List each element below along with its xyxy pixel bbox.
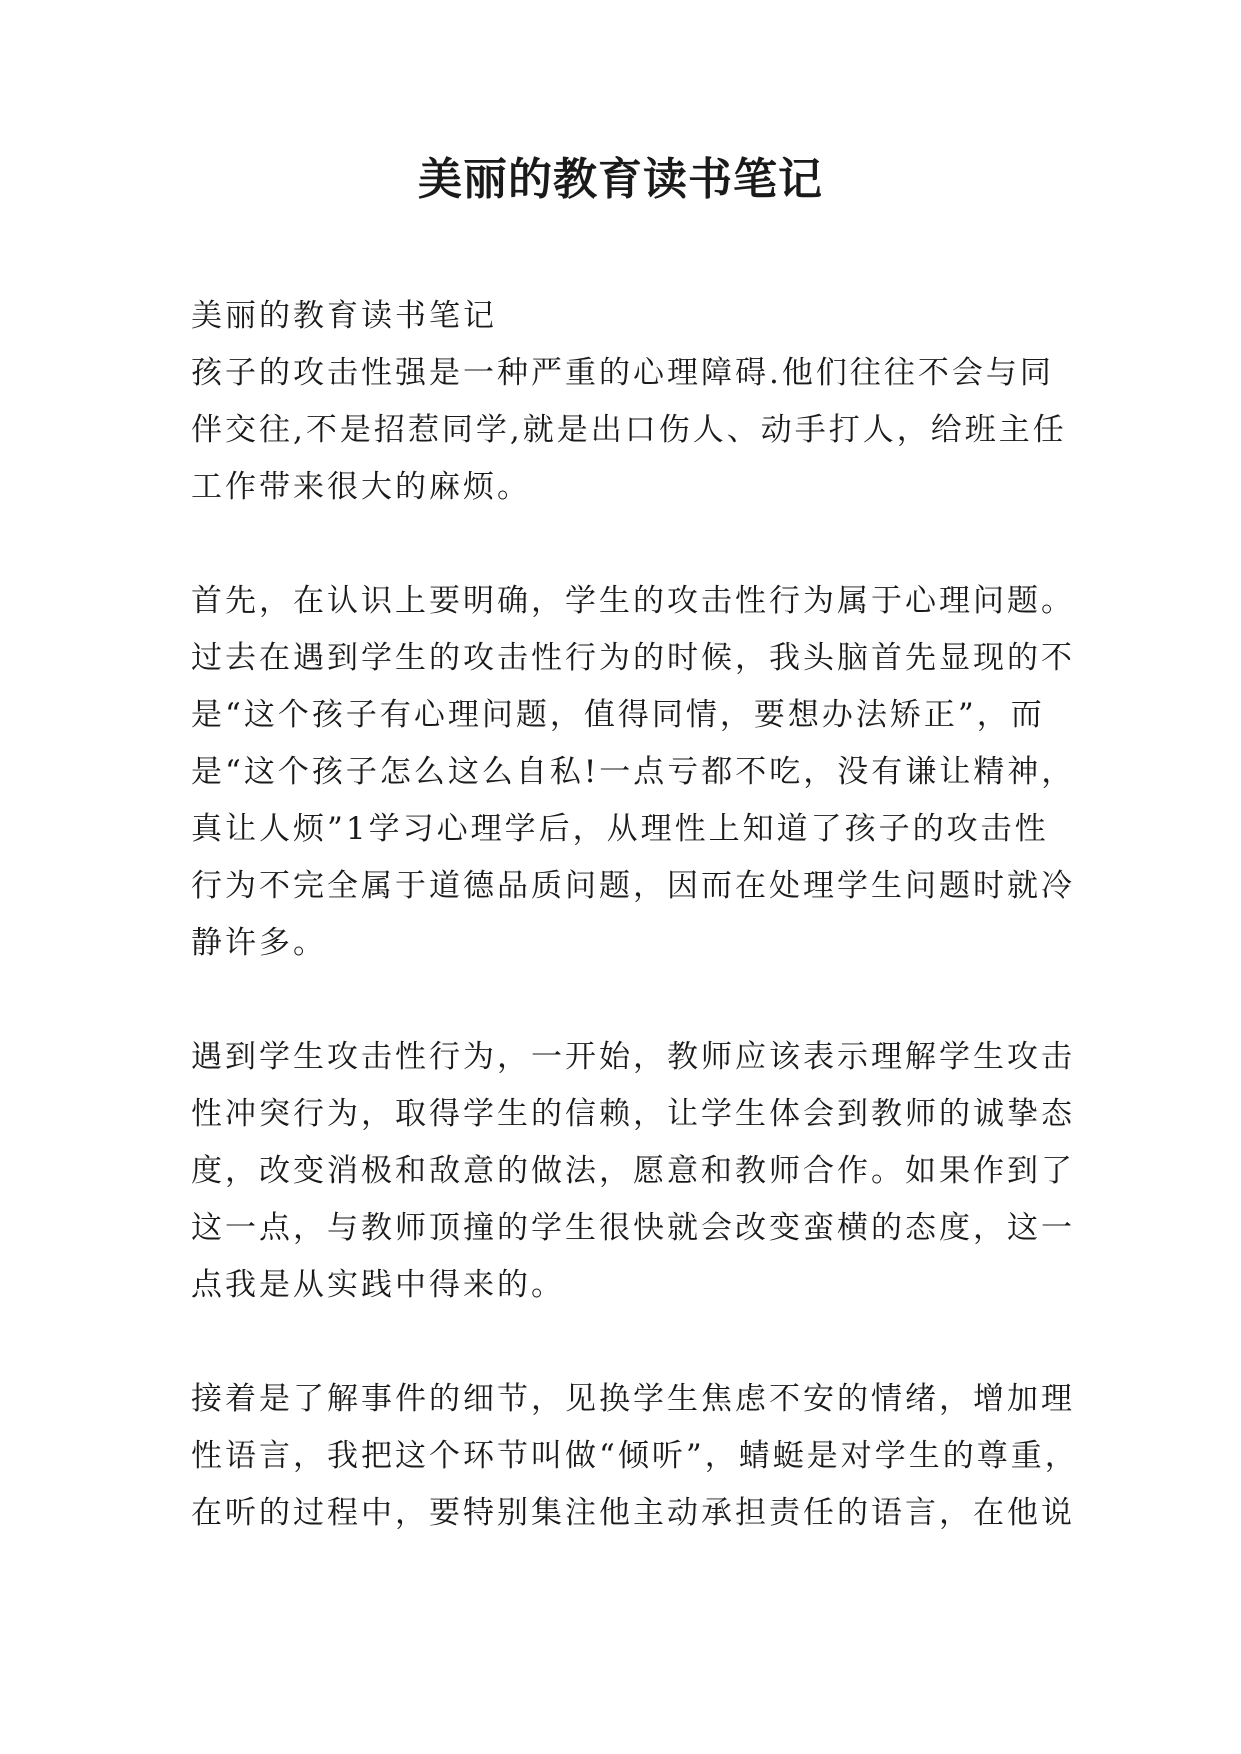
text-line: 美丽的教育读书笔记: [191, 298, 497, 334]
text-line: 行为不完全属于道德品质问题，因而在处理学生问题时就冷: [191, 868, 1075, 904]
text-line: 性冲突行为，取得学生的信赖，让学生体会到教师的诚挚态: [191, 1096, 1075, 1132]
text-line: 是“这个孩子有心理问题，值得同情，要想办法矫正”，而: [191, 697, 1045, 733]
text-line: 这一点，与教师顶撞的学生很快就会改变蛮横的态度，这一: [191, 1210, 1075, 1246]
text-line: 性语言，我把这个环节叫做“倾听”，蜻蜓是对学生的尊重，: [191, 1438, 1079, 1474]
paragraph: [191, 288, 1071, 516]
text-line: 真让人烦”1学习心理学后，从理性上知道了孩子的攻击性: [191, 811, 1049, 847]
text-line: 度，改变消极和敌意的做法，愿意和教师合作。如果作到了: [191, 1153, 1075, 1189]
document-title: 美丽的教育读书笔记: [418, 154, 823, 205]
text-line: 孩子的攻击性强是一种严重的心理障碍.他们往往不会与同: [191, 355, 1054, 391]
document-body: [191, 288, 1079, 1542]
text-line: 接着是了解事件的细节，见换学生焦虑不安的情绪，增加理: [191, 1381, 1075, 1417]
text-line: 点我是从实践中得来的。: [191, 1267, 565, 1303]
text-line: 过去在遇到学生的攻击性行为的时候，我头脑首先显现的不: [191, 640, 1075, 676]
text-line: 伴交往,不是招惹同学,就是出口伤人、动手打人，给班主任: [191, 412, 1067, 448]
text-line: 首先，在认识上要明确，学生的攻击性行为属于心理问题。: [191, 583, 1075, 619]
text-line: 在听的过程中，要特别集注他主动承担责任的语言，在他说: [191, 1495, 1075, 1531]
text-line: 是“这个孩子怎么这么自私!一点亏都不吃，没有谦让精神，: [191, 754, 1076, 790]
text-line: 静许多。: [191, 925, 327, 961]
text-line: 工作带来很大的麻烦。: [191, 469, 531, 505]
paragraph: [191, 1371, 1079, 1542]
paragraph: [191, 573, 1076, 972]
paragraph: [191, 1029, 1075, 1314]
text-line: 遇到学生攻击性行为，一开始，教师应该表示理解学生攻击: [191, 1039, 1075, 1075]
